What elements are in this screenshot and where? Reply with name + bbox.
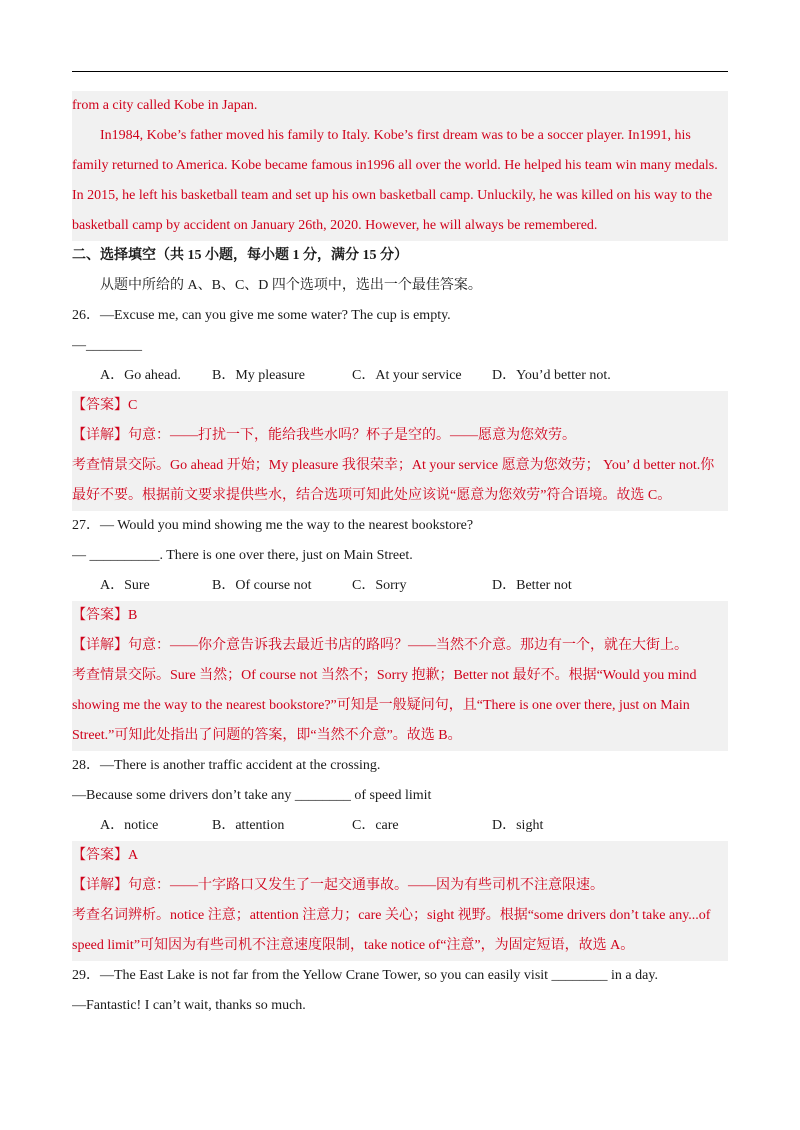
explanation-line: 最好不要。根据前文要求提供些水，结合选项可知此处应该说“愿意为您效劳”符合语境。故选 C。 <box>72 481 728 511</box>
document-body <box>72 91 728 1021</box>
option-b: B．My pleasure <box>212 368 305 383</box>
question-stem: 26．—Excuse me, can you give me some water? The cup is empty. <box>72 308 451 323</box>
option-a: A．Sure <box>100 578 150 593</box>
explanation-line: 考查情景交际。Sure 当然；Of course not 当然不；Sorry 抱歉；Better not 最好不。根据“Would you mind <box>72 661 728 691</box>
passage-line: basketball camp by accident on January 26th, 2020. However, he will always be remembered. <box>72 211 728 241</box>
passage-line: from a city called Kobe in Japan. <box>72 91 728 121</box>
explanation-line: 【详解】句意：——打扰一下，能给我些水吗？杯子是空的。——愿意为您效劳。 <box>72 421 728 451</box>
explanation-line: speed limit”可知因为有些司机不注意速度限制，take notice of“注意”，为固定短语，故选 A。 <box>72 931 728 961</box>
explanation-line: Street.”可知此处指出了问题的答案，即“当然不介意”。故选 B。 <box>72 721 728 751</box>
section-instruction: 从题中所给的 A、B、C、D 四个选项中，选出一个最佳答案。 <box>100 278 482 293</box>
question-stem: 28．—There is another traffic accident at the crossing. <box>72 758 381 773</box>
question-options <box>72 361 728 391</box>
header-rule <box>72 71 728 72</box>
option-c: C．care <box>352 818 399 833</box>
option-a: A．Go ahead. <box>100 368 181 383</box>
passage-line: In 2015, he left his basketball team and set up his own basketball camp. Unluckily, he was killed on his way to the <box>72 181 728 211</box>
option-b: B．attention <box>212 818 285 833</box>
option-d: D．sight <box>492 818 544 833</box>
question-stem: 27．— Would you mind showing me the way to the nearest bookstore? <box>72 518 474 533</box>
passage-line: In1984, Kobe’s father moved his family to Italy. Kobe’s first dream was to be a soccer player. In1991, his <box>72 121 728 151</box>
answer-line: 【答案】A <box>72 841 728 871</box>
option-c: C．Sorry <box>352 578 407 593</box>
answer-line: 【答案】C <box>72 391 728 421</box>
explanation-line: 考查名词辨析。notice 注意；attention 注意力；care 关心；sight 视野。根据“some drivers don’t take any...of <box>72 901 728 931</box>
question-stem: —________ <box>72 338 142 353</box>
explanation-line: 【详解】句意：——你介意告诉我去最近书店的路吗？——当然不介意。那边有一个，就在大街上。 <box>72 631 728 661</box>
option-c: C．At your service <box>352 368 462 383</box>
question-stem: — __________. There is one over there, just on Main Street. <box>72 548 413 563</box>
option-b: B．Of course not <box>212 578 312 593</box>
option-d: D．Better not <box>492 578 572 593</box>
explanation-line: 考查情景交际。Go ahead 开始；My pleasure 我很荣幸；At your service 愿意为您效劳； You’ d better not.你 <box>72 451 728 481</box>
section-title: 二、选择填空（共 15 小题，每小题 1 分，满分 15 分） <box>72 248 408 263</box>
question-options <box>72 811 728 841</box>
passage-line: family returned to America. Kobe became famous in1996 all over the world. He helped his team win many medals. <box>72 151 728 181</box>
explanation-line: 【详解】句意：——十字路口又发生了一起交通事故。——因为有些司机不注意限速。 <box>72 871 728 901</box>
option-d: D．You’d better not. <box>492 368 611 383</box>
explanation-line: showing me the way to the nearest bookstore?”可知是一般疑问句，且“There is one over there, just on Main <box>72 691 728 721</box>
answer-line: 【答案】B <box>72 601 728 631</box>
question-stem: 29．—The East Lake is not far from the Yellow Crane Tower, so you can easily visit ________ in a day. <box>72 968 658 983</box>
question-options <box>72 571 728 601</box>
question-stem: —Because some drivers don’t take any ________ of speed limit <box>72 788 432 803</box>
option-a: A．notice <box>100 818 159 833</box>
question-stem: —Fantastic! I can’t wait, thanks so much. <box>72 998 306 1013</box>
